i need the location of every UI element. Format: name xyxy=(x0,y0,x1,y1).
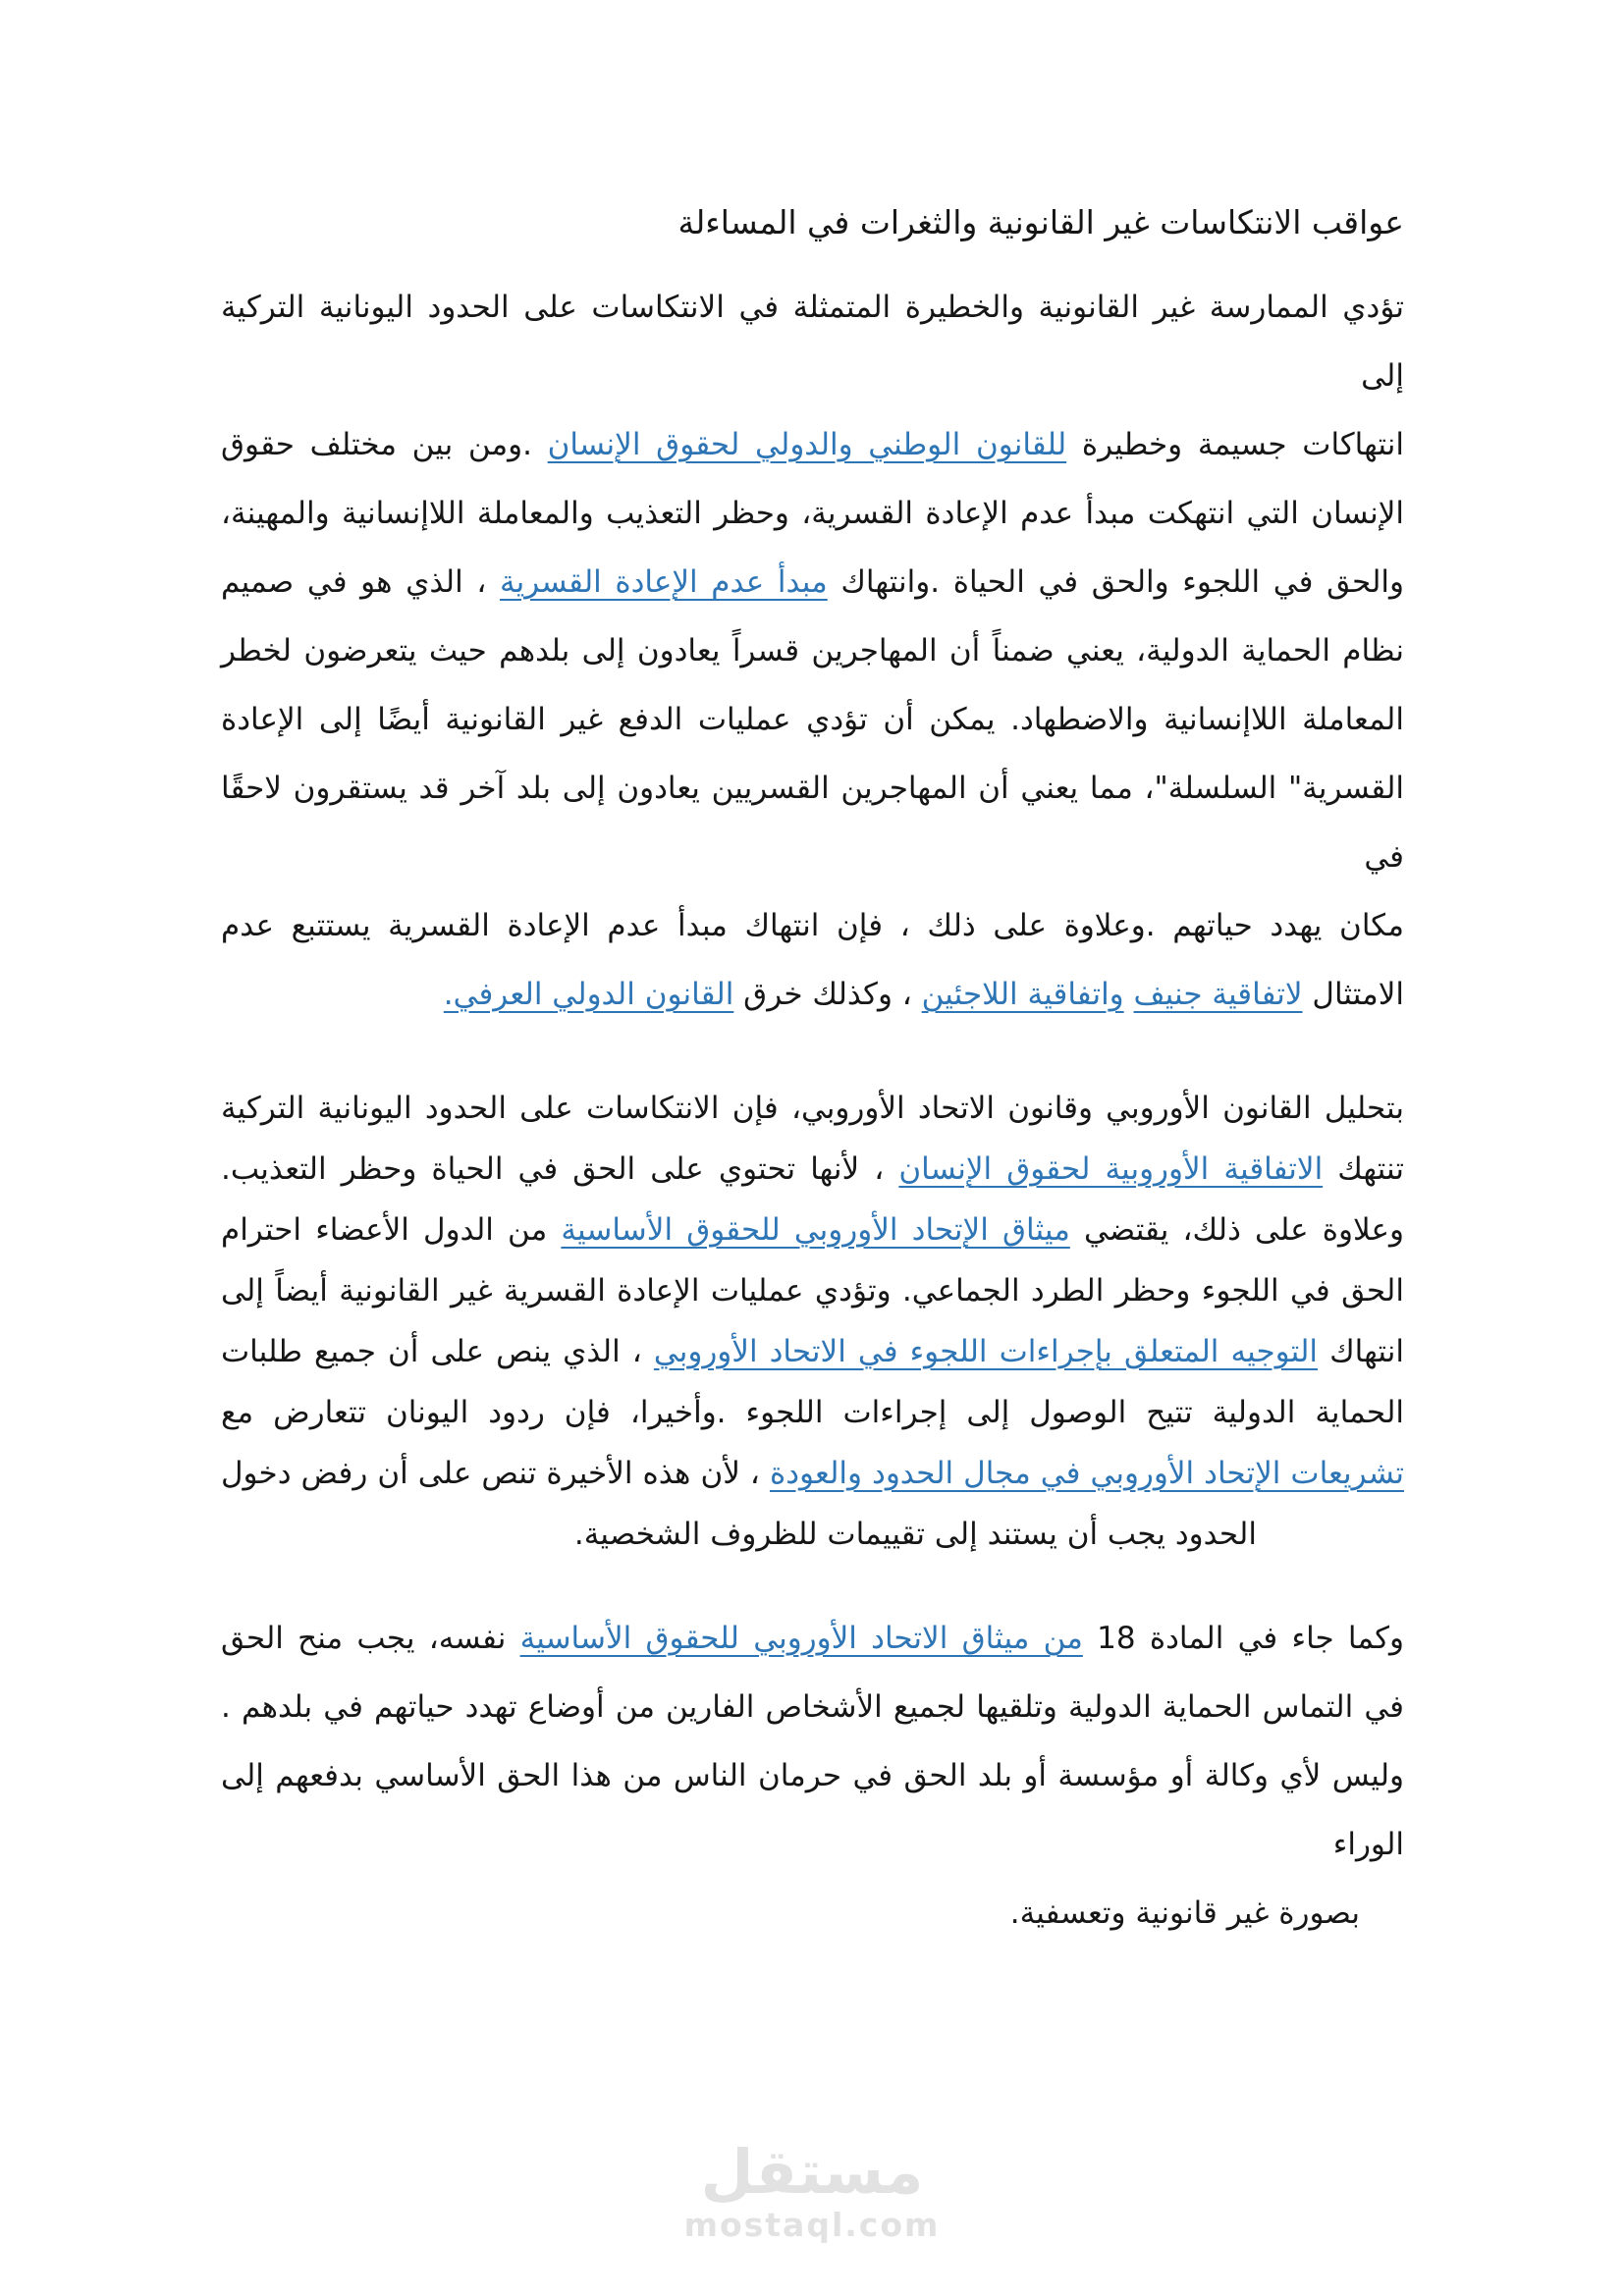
paragraph-2-line-2 xyxy=(221,1139,1404,1200)
mostaql-domain-text: mostaql.com xyxy=(683,2206,941,2244)
paragraph-2-line-6 xyxy=(221,1382,1404,1443)
text-run: وكما جاء في المادة 18 xyxy=(1082,1621,1405,1656)
text-run: ، لأنها تحتوي على الحق في الحياة وحظر التعذيب. xyxy=(221,1151,899,1187)
text-run: الحق في اللجوء وحظر الطرد الجماعي. وتؤدي عمليات الإعادة القسرية غير القانونية أيضاً إلى xyxy=(221,1273,1404,1308)
text-run: نظام الحماية الدولية، يعني ضمناً أن المهاجرين قسراً يعادون إلى بلدهم حيث يتعرضون لخطر xyxy=(221,633,1404,668)
paragraph-3-line-2 xyxy=(221,1673,1404,1741)
document-title: عواقب الانتكاسات غير القانونية والثغرات في المساءلة xyxy=(677,203,1404,241)
text-run: .ومن بين مختلف حقوق xyxy=(221,427,548,462)
paragraph-3-line-3 xyxy=(221,1741,1404,1879)
paragraph-3-line-4 xyxy=(221,1879,1404,1948)
hyperlink[interactable]: لاتفاقية جنيف xyxy=(1133,977,1303,1012)
hyperlink[interactable]: من ميثاق الاتحاد الأوروبي للحقوق الأساسية xyxy=(519,1621,1083,1656)
mostaql-logo: مستقل xyxy=(700,2136,924,2208)
text-run: وعلاوة على ذلك، يقتضي xyxy=(1069,1212,1404,1248)
text-run: تؤدي الممارسة غير القانونية والخطيرة المتمثلة في الانتكاسات على الحدود اليونانية التركية إلى xyxy=(221,290,1404,394)
hyperlink[interactable]: مبدأ عدم الإعادة القسرية xyxy=(500,564,828,600)
text-run: والحق في اللجوء والحق في الحياة .وانتهاك xyxy=(827,564,1404,600)
paragraph-1-line-8 xyxy=(221,891,1404,960)
text-run: ، الذي هو في صميم xyxy=(221,564,500,600)
hyperlink[interactable]: القانون الدولي العرفي. xyxy=(443,977,734,1012)
text-run: وليس لأي وكالة أو مؤسسة أو بلد الحق في حرمان الناس من هذا الحق الأساسي بدفعهم إلى الوراء xyxy=(221,1758,1404,1862)
document-body xyxy=(221,188,1404,1948)
paragraph-1-line-1 xyxy=(221,273,1404,410)
text-run: من الدول الأعضاء احترام xyxy=(221,1212,562,1248)
paragraph-3-line-1 xyxy=(221,1604,1404,1673)
text-run: الامتثال xyxy=(1302,977,1404,1012)
paragraph-2-line-3 xyxy=(221,1200,1404,1260)
paragraph-2-line-4 xyxy=(221,1260,1404,1321)
text-run: ، لأن هذه الأخيرة تنص على أن رفض دخول xyxy=(221,1456,770,1491)
text-run: المعاملة اللاإنسانية والاضطهاد. يمكن أن تؤدي عمليات الدفع غير القانونية أيضًا إلى الإعادة xyxy=(221,702,1404,737)
paragraph-1-line-3 xyxy=(221,479,1404,548)
paragraph-1-line-2 xyxy=(221,410,1404,479)
paragraph-1-line-9 xyxy=(221,960,1404,1029)
hyperlink[interactable]: ميثاق الإتحاد الأوروبي للحقوق الأساسية xyxy=(561,1212,1070,1248)
hyperlink[interactable]: واتفاقية اللاجئين xyxy=(921,977,1124,1012)
paragraph-2-line-5 xyxy=(221,1321,1404,1382)
paragraph-1-line-6 xyxy=(221,685,1404,754)
text-run: الحماية الدولية تتيح الوصول إلى إجراءات اللجوء .وأخيرا، فإن ردود اليونان تتعارض مع xyxy=(221,1395,1404,1430)
paragraph-1-line-4 xyxy=(221,548,1404,616)
paragraph-1-line-7 xyxy=(221,754,1404,891)
text-run: ، الذي ينص على أن جميع طلبات xyxy=(221,1334,654,1369)
text-run: تنتهك xyxy=(1323,1151,1404,1187)
hyperlink[interactable]: للقانون الوطني والدولي لحقوق الإنسان xyxy=(547,427,1067,462)
paragraph-1-line-5 xyxy=(221,616,1404,685)
mostaql-watermark xyxy=(0,2136,1624,2244)
text-run: مكان يهدد حياتهم .وعلاوة على ذلك ، فإن انتهاك مبدأ عدم الإعادة القسرية يستتبع عدم xyxy=(221,908,1404,943)
text-run: نفسه، يجب منح الحق xyxy=(221,1621,520,1656)
text-run: بصورة غير قانونية وتعسفية. xyxy=(1009,1896,1360,1931)
text-run: الإنسان التي انتهكت مبدأ عدم الإعادة القسرية، وحظر التعذيب والمعاملة اللاإنسانية والمهينة، xyxy=(221,496,1404,531)
hyperlink[interactable]: الاتفاقية الأوروبية لحقوق الإنسان xyxy=(898,1151,1324,1187)
paragraph-2-line-7 xyxy=(221,1443,1404,1504)
hyperlink[interactable]: تشريعات الإتحاد الأوروبي في مجال الحدود والعودة xyxy=(769,1456,1404,1491)
paragraph-3 xyxy=(221,1604,1404,1948)
text-run: بتحليل القانون الأوروبي وقانون الاتحاد الأوروبي، فإن الانتكاسات على الحدود اليونانية التركية xyxy=(221,1091,1404,1126)
paragraph-1 xyxy=(221,273,1404,1029)
text-run: القسرية" السلسلة"، مما يعني أن المهاجرين القسريين يعادون إلى بلد آخر قد يستقرون لاحقًا في xyxy=(221,771,1404,875)
paragraph-2-line-1 xyxy=(221,1078,1404,1139)
text-run: انتهاك xyxy=(1318,1334,1404,1369)
text-run: انتهاكات جسيمة وخطيرة xyxy=(1066,427,1404,462)
paragraph-2-line-8 xyxy=(221,1504,1404,1565)
text-run: في التماس الحماية الدولية وتلقيها لجميع الأشخاص الفارين من أوضاع تهدد حياتهم في بلدهم . xyxy=(221,1689,1404,1725)
text-run: ، وكذلك خرق xyxy=(733,977,922,1012)
hyperlink[interactable]: التوجيه المتعلق بإجراءات اللجوء في الاتحاد الأوروبي xyxy=(653,1334,1319,1369)
paragraph-2 xyxy=(221,1078,1404,1565)
text-run: الحدود يجب أن يستند إلى تقييمات للظروف الشخصية. xyxy=(573,1517,1257,1552)
text-run xyxy=(1124,977,1134,1012)
